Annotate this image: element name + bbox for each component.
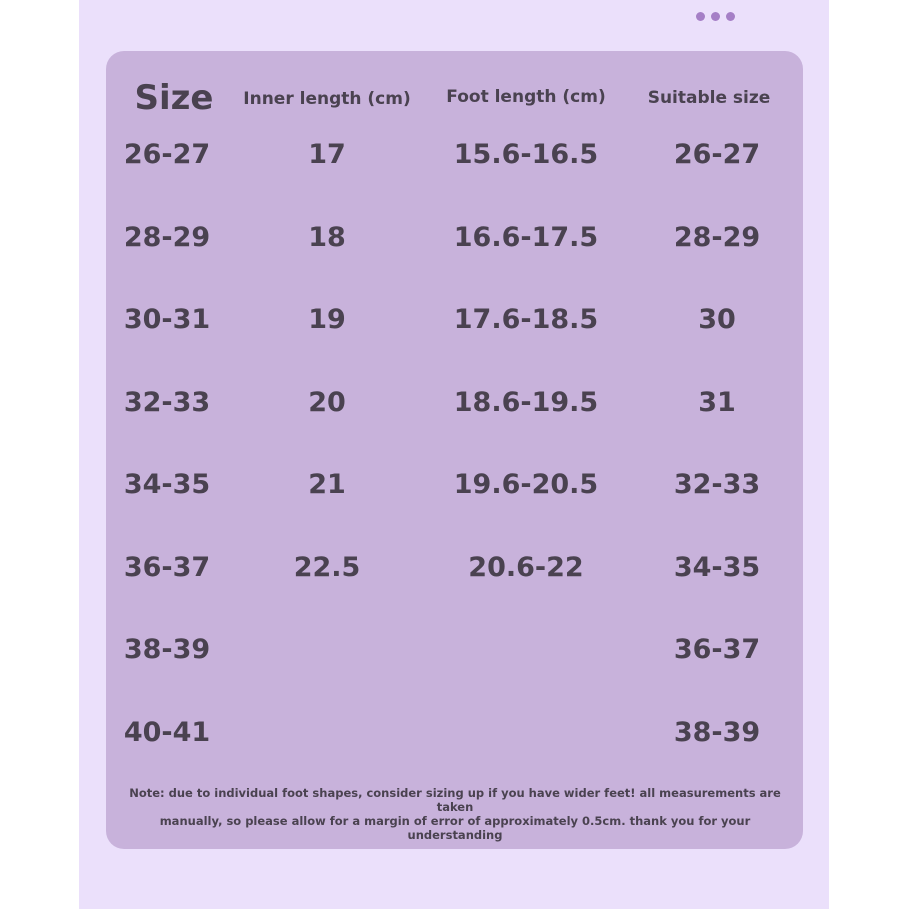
cell-inner: 21 (308, 469, 346, 500)
cell-inner: 20 (308, 387, 346, 418)
cell-foot: 16.6-17.5 (453, 222, 599, 253)
cell-foot: 19.6-20.5 (453, 469, 599, 500)
cell-suitable: 38-39 (673, 717, 761, 748)
cell-size: 40-41 (123, 717, 211, 748)
header-inner-length: Inner length (cm) (243, 89, 411, 109)
note-text (114, 786, 796, 842)
cell-suitable: 34-35 (673, 552, 761, 583)
cell-size: 26-27 (123, 139, 211, 170)
cell-suitable: 30 (698, 304, 736, 335)
header-size: Size (134, 78, 214, 118)
more-dots-icon[interactable] (696, 12, 735, 21)
cell-size: 30-31 (123, 304, 211, 335)
header-suitable-size: Suitable size (647, 88, 771, 108)
cell-size: 28-29 (123, 222, 211, 253)
cell-foot: 15.6-16.5 (453, 139, 599, 170)
dot (696, 12, 705, 21)
cell-inner: 19 (308, 304, 346, 335)
cell-inner: 18 (308, 222, 346, 253)
cell-inner: 22.5 (293, 552, 361, 583)
cell-foot: 17.6-18.5 (453, 304, 599, 335)
header-foot-length: Foot length (cm) (446, 87, 606, 107)
cell-size: 38-39 (123, 634, 211, 665)
dot (711, 12, 720, 21)
note-line-2: manually, so please allow for a margin of error of approximately 0.5cm. thank you for your understanding (159, 814, 751, 842)
cell-suitable: 26-27 (673, 139, 761, 170)
dot (726, 12, 735, 21)
cell-suitable: 36-37 (673, 634, 761, 665)
cell-size: 32-33 (123, 387, 211, 418)
cell-size: 36-37 (123, 552, 211, 583)
cell-suitable: 32-33 (673, 469, 761, 500)
cell-size: 34-35 (123, 469, 211, 500)
cell-inner: 17 (308, 139, 346, 170)
cell-suitable: 28-29 (673, 222, 761, 253)
cell-foot: 18.6-19.5 (453, 387, 599, 418)
cell-suitable: 31 (698, 387, 736, 418)
note-line-1: Note: due to individual foot shapes, consider sizing up if you have wider feet! all measurements are taken (129, 786, 781, 814)
cell-foot: 20.6-22 (468, 552, 584, 583)
